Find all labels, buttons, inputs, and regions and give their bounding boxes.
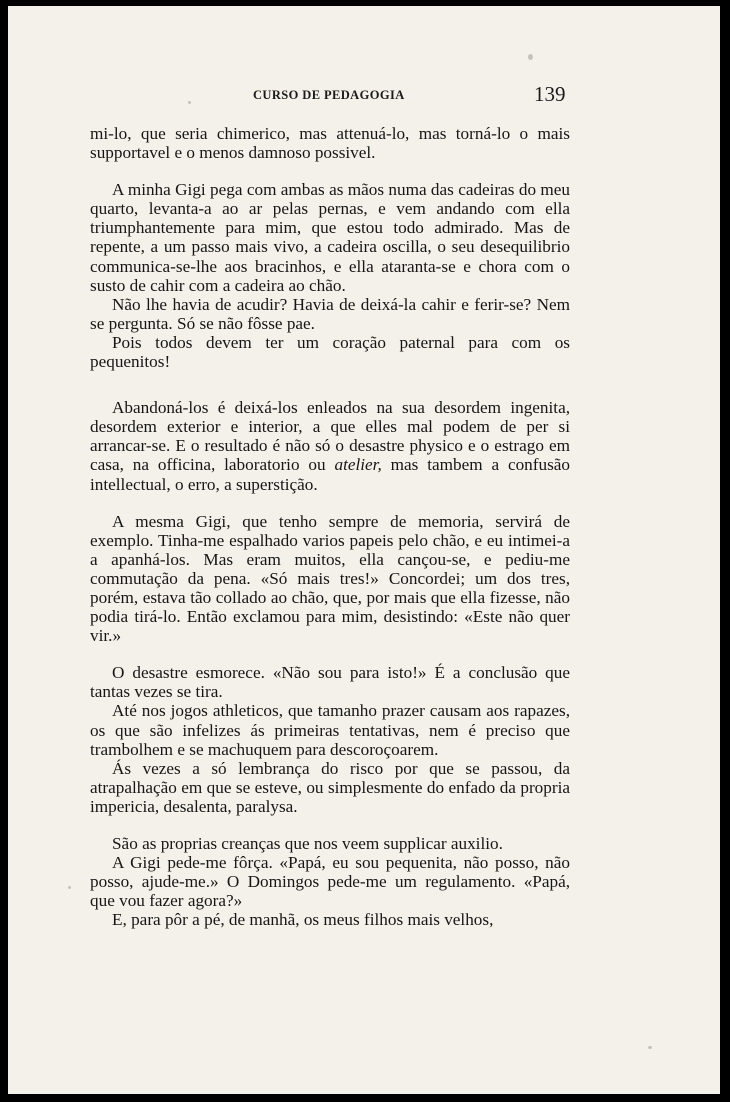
page-header	[8, 82, 720, 106]
paragraph-5	[90, 398, 570, 493]
paragraph-1: mi-lo, que seria chimerico, mas attenuá-lo, mas torná-lo o mais supportavel e o menos damnoso possivel.	[90, 124, 570, 163]
paper-speck	[68, 886, 71, 889]
paragraph-12: E, para pôr a pé, de manhã, os meus filhos mais velhos,	[112, 910, 494, 930]
page-number: 139	[534, 82, 566, 106]
paragraph-5-italic: atelier,	[334, 455, 382, 475]
paragraph-2: A minha Gigi pega com ambas as mãos numa das cadeiras do meu quarto, levanta-a ao ar pelas pernas, e vem andando com ella triumphantemente para mim, que estou todo admirado. Mas de repente, a um passo mais vivo, a cadeira oscilla, o seu desequilibrio communica-se-lhe aos bracinhos, e ella ataranta-se e chora com o susto de cahir com a cadeira ao chão.	[90, 180, 570, 295]
paper-speck	[188, 101, 191, 104]
paragraph-5-text: Abandoná-los é deixá-los enleados na sua desordem ingenita, desordem exterior e interior, a que elles mal podem de per si arrancar-se. E o resultado é não só o desastre physico e o estrago em casa, na officina, laboratorio ou	[90, 398, 570, 475]
paragraph-8: Até nos jogos athleticos, que tamanho prazer causam aos rapazes, os que são infelizes ás primeiras tentativas, nem é preciso que trambolhem e se machuquem para descoroçoarem.	[90, 701, 570, 759]
paragraph-4: Pois todos devem ter um coração paternal para com os pequenitos!	[90, 332, 570, 372]
paragraph-6: A mesma Gigi, que tenho sempre de memoria, servirá de exemplo. Tinha-me espalhado varios papeis pelo chão, e eu intimei-a a apanhá-los. Mas eram muitos, ella cançou-se, e pediu-me commutação da pena. «Só mais tres!» Concordei; um dos tres, porém, estava tão collado ao chão, que, por mais que ella fizesse, não podia tirá-lo. Então exclamou para mim, desistindo: «Este não quer vir.»	[90, 511, 570, 646]
paper-speck	[648, 1046, 652, 1049]
paragraph-10: São as proprias creanças que nos veem supplicar auxilio.	[112, 834, 503, 853]
paragraph-7: O desastre esmorece. «Não sou para isto!» É a conclusão que tantas vezes se tira.	[90, 663, 570, 702]
paper-speck	[528, 54, 533, 60]
book-page	[8, 6, 720, 1094]
body-text	[90, 124, 570, 929]
paragraph-5-end: mas tambem a confusão intellectual, o erro, a superstição.	[90, 455, 570, 494]
paragraph-3: Não lhe havia de acudir? Havia de deixá-la cahir e ferir-se? Nem se pergunta. Só se não fôsse pae.	[90, 294, 570, 333]
running-head: CURSO DE PEDAGOGIA	[253, 88, 405, 102]
paragraph-11: A Gigi pede-me fôrça. «Papá, eu sou pequenita, não posso, não posso, ajude-me.» O Domingos pede-me um regulamento. «Papá, que vou fazer agora?»	[90, 853, 570, 911]
paragraph-9: Ás vezes a só lembrança do risco por que se passou, da atrapalhação em que se esteve, ou simplesmente do enfado da propria impericia, desalenta, paralysa.	[90, 758, 570, 816]
